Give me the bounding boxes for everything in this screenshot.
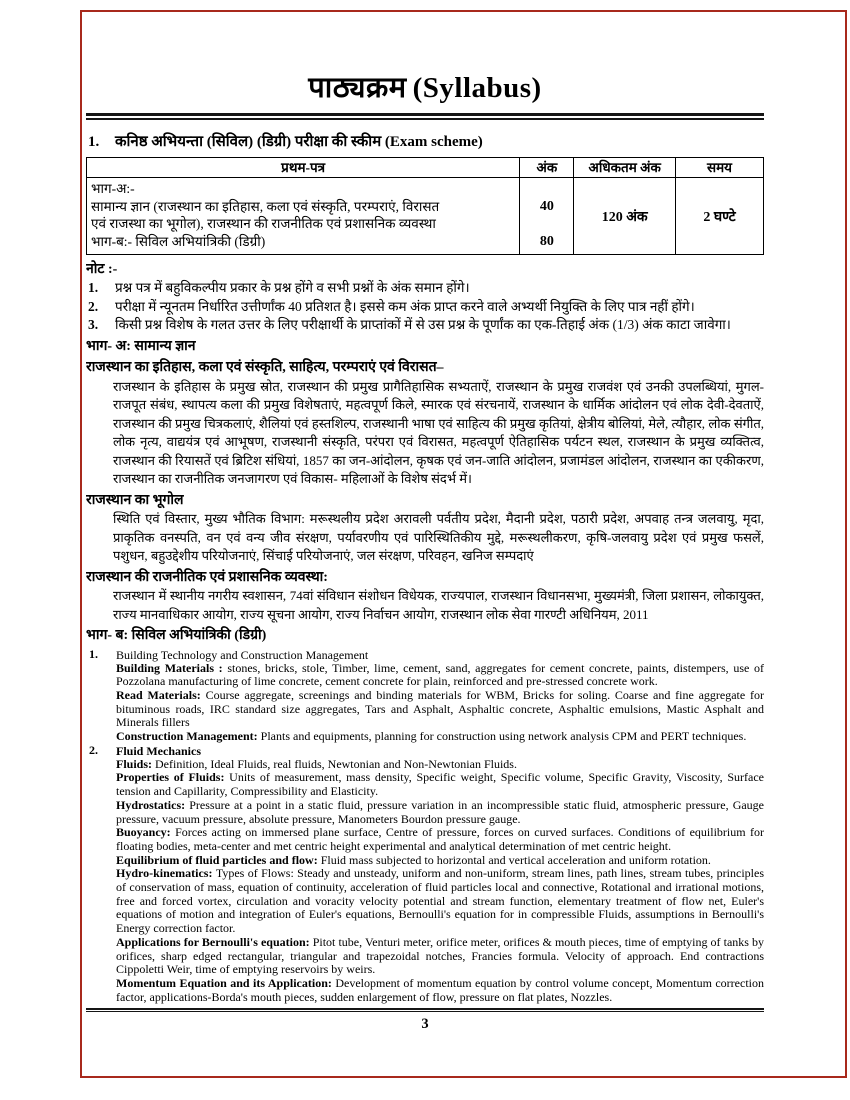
title-divider xyxy=(86,113,764,120)
syllabus-topic-lead: Applications for Bernoulli's equation: xyxy=(116,934,313,949)
syllabus-item-title: Fluid Mechanics xyxy=(116,743,202,758)
section-body-polity: राजस्थान में स्थानीय नगरीय स्वशासन, 74वां संविधान संशोधन विधेयक, राज्यपाल, राजस्थान विधानसभा, मुख्यमंत्री, जिला प्रशासन, लोकायुक्त, राज्य मानवाधिकार आयोग, राज्य सूचना आयोग, राज्य निर्वाचन आयोग, राजस्थान लोक सेवा गारण्टी अधिनियम, 2011 xyxy=(113,588,764,622)
part-a-heading: भाग- अ: सामान्य ज्ञान xyxy=(86,338,196,354)
syllabus-topic-lead: Read Materials: xyxy=(116,687,206,702)
section-body-history: राजस्थान के इतिहास के प्रमुख स्रोत, राजस्थान की प्रमुख प्रागैतिहासिक सभ्यताऐं, राजस्थान के प्रमुख राजवंश एवं उनकी उपलब्धियां, मुगल-राजपूत संबंध, स्थापत्य कला की प्रमुख विशेषताएं, महत्वपूर्ण किले, स्मारक एवं संरचनायें, राजस्थान के धार्मिक आंदोलन एवं लोक देवी-देवताऐं, राजस्थान की प्रमुख चित्रकलाएं, शैलियां एवं हस्तशिल्प, राजस्थानी भाषा एवं साहित्य की प्रमुख कृतियां, क्षेत्रीय बोलियां, मेले, त्यौहार, लोक संगीत, लोक नृत्य, वाद्ययंत्र एवं आभूषण, राजस्थानी संस्कृति, परंपरा एवं विरासत, महत्वपूर्ण ऐतिहासिक पर्यटन स्थल, राजस्थान के प्रमुख व्यक्तित्व, राजस्थान की रियासतें एवं ब्रिटिश संधियां, 1857 का जन-आंदोलन, कृषक एवं जन-जाति आंदोलन, प्रजामंडल आंदोलन, राजस्थान का एकीकरण, राजस्थान का राजनीतिक जनजागरण एवं विकास- महिलाओं के विशेष संदर्भ में। xyxy=(113,378,764,486)
paper-cell xyxy=(87,178,520,255)
syllabus-topic: Momentum Equation and its Application: Development of momentum equation by control volume concept, Momentum correction factor, applications-Borda's mouth pieces, sudden enlargement of flow, pressure on flat plates, Nozzles. xyxy=(116,975,764,1004)
note-item xyxy=(86,298,764,317)
syllabus-topic: Properties of Fluids: Units of measurement, mass density, Specific weight, Specific volume, Specific Gravity, Viscosity, Surface tension and Capillarity, Compressibility and Elasticity. xyxy=(116,770,764,799)
syllabus-topic: Fluids: Definition, Ideal Fluids, real fluids, Newtonian and Non-Newtonian Fluids. xyxy=(116,756,517,771)
page-number: 3 xyxy=(421,1016,429,1032)
part-b-heading: भाग- ब: सिविल अभियांत्रिकी (डिग्री) xyxy=(86,628,267,643)
note-number: 1. xyxy=(88,280,99,295)
page-title-hindi: पाठ्यक्रम xyxy=(308,72,407,104)
column-header-marks: अंक xyxy=(520,158,574,178)
paper-line: भाग-अ:- xyxy=(91,181,135,196)
exam-scheme-table xyxy=(86,157,764,255)
table-row xyxy=(87,178,764,255)
syllabus-topic-lead: Fluids: xyxy=(116,756,156,771)
syllabus-item-body xyxy=(116,648,764,744)
note-item xyxy=(86,279,764,298)
table-header-row xyxy=(87,158,764,178)
note-number: 3. xyxy=(88,317,99,332)
marks-part-b: 80 xyxy=(539,233,554,249)
syllabus-item xyxy=(86,648,764,744)
syllabus-topic: Hydrostatics: Pressure at a point in a static fluid, pressure variation in an incompressible static fluid, atmospheric pressure, Gauge pressure, vacuum pressure, absolute pressure, Manometers Bourdon pressure gauge. xyxy=(116,797,764,826)
column-header-time: समय xyxy=(675,158,763,178)
syllabus-topic-lead: Equilibrium of fluid particles and flow: xyxy=(116,852,321,867)
syllabus-item xyxy=(86,744,764,1004)
exam-scheme-number: 1. xyxy=(88,134,100,150)
column-header-max-marks: अधिकतम अंक xyxy=(574,158,676,178)
syllabus-topic: Buoyancy: Forces acting on immersed plane surface, Centre of pressure, forces on curved surfaces. Conditions of equilibrium for floating bodies, meta-center and met centric height experimental and analytical determination of met centric height. xyxy=(116,825,764,853)
syllabus-topic-lead: Hydrostatics: xyxy=(116,797,190,812)
page-title-english: (Syllabus) xyxy=(412,72,542,104)
footer-divider xyxy=(86,1008,764,1012)
syllabus-item-number: 2. xyxy=(89,742,98,757)
syllabus-topic-lead: Buoyancy: xyxy=(116,825,176,840)
marks-cell xyxy=(520,178,574,255)
syllabus-topic-lead: Building Materials : xyxy=(116,660,228,675)
syllabus-topic: Equilibrium of fluid particles and flow: Fluid mass subjected to horizontal and vertical acceleration and uniform rotation. xyxy=(116,852,711,867)
syllabus-item-number: 1. xyxy=(89,646,98,661)
note-item xyxy=(86,316,764,335)
syllabus-topic: Construction Management: Plants and equipments, planning for construction using network analysis CPM and PERT techniques. xyxy=(116,729,747,744)
syllabus-item-title: Building Technology and Construction Management xyxy=(116,647,369,662)
exam-scheme-heading xyxy=(86,133,764,152)
syllabus-topic: Building Materials : stones, bricks, stole, Timber, lime, cement, sand, aggregates for cement concrete, paints, distempers, use of Pozzolana manufacturing of lime concrete, cement concrete for plain, reinforced and pre-stressed concrete work. xyxy=(116,660,764,689)
exam-scheme-title: कनिष्ठ अभियन्ता (सिविल) (डिग्री) परीक्षा की स्कीम (Exam scheme) xyxy=(115,134,483,150)
civil-syllabus-list xyxy=(86,648,764,1005)
time-cell: 2 घण्टे xyxy=(675,178,763,255)
note-text: प्रश्न पत्र में बहुविकल्पीय प्रकार के प्रश्न होंगे व सभी प्रश्नों के अंक समान होंगे। xyxy=(115,280,470,295)
syllabus-topic: Hydro-kinematics: Types of Flows: Steady and unsteady, uniform and non-uniform, stream lines, path lines, stream tubes, principles of conservation of mass, equation of continuity, acceleration of fluid particles local and connective, Rotational and irrational motions, free and forced vortex, circulation and voracity velocity potential and stream function, elementary treatment of flow net, Euler's equations of motion and integration of Euler's equations, Bernoulli's equation for in compressible Fluids, assumptions in Bernoulli's Energy correction factor. xyxy=(116,866,764,936)
syllabus-topic: Applications for Bernoulli's equation: Pitot tube, Venturi meter, orifice meter, orifices & mouth pieces, time of emptying of tanks by orifices, sharp edged rectangular, triangular and trapezoidal notches, Francies formula. Velocity of approach. End contractions Cippoletti Weir, time of emptying reservoirs by weirs. xyxy=(116,934,764,977)
note-number: 2. xyxy=(88,298,99,314)
syllabus-topic-lead: Construction Management: xyxy=(116,729,261,744)
syllabus-topic-lead: Hydro-kinematics: xyxy=(116,866,216,881)
column-header-paper: प्रथम-पत्र xyxy=(87,158,520,178)
paper-line: भाग-ब:- सिविल अभियांत्रिकी (डिग्री) xyxy=(91,233,266,249)
section-body-geography: स्थिति एवं विस्तार, मुख्य भौतिक विभाग: मरूस्थलीय प्रदेश अरावली पर्वतीय प्रदेश, मैदानी प्रदेश, पठारी प्रदेश, अपवाह तन्त्र जलवायु, मृदा, प्राकृतिक वनस्पति, वन एवं वन्य जीव संरक्षण, पर्यावरणीय एवं पारिस्थितिकीय मुद्दे, मरूस्थलीकरण, कृषि-जलवायु प्रदेश एवं प्रमुख फसलें, पशुधन, बहुउद्देशीय परियोजनाएं, सिंचाई परियोजनाएं, जल संरक्षण, परिवहन, खनिज सम्पदाएं xyxy=(113,511,764,563)
marks-part-a: 40 xyxy=(539,199,554,214)
syllabus-page xyxy=(86,0,764,1004)
section-heading-history: राजस्थान का इतिहास, कला एवं संस्कृति, साहित्य, परम्पराएं एवं विरासत– xyxy=(86,360,444,375)
note-text: किसी प्रश्न विशेष के गलत उत्तर के लिए परीक्षार्थी के प्राप्तांकों में से उस प्रश्न के पूर्णांक का एक-तिहाई अंक (1/3) अंक काटा जावेगा। xyxy=(115,317,731,332)
syllabus-item-body xyxy=(116,744,764,1004)
max-marks-cell: 120 अंक xyxy=(574,178,676,255)
notes-label: नोट :- xyxy=(86,262,118,277)
syllabus-topic-lead: Momentum Equation and its Application: xyxy=(116,975,336,990)
paper-line: एवं राजस्था का भूगोल), राजस्थान की राजनीतिक एवं प्रशासनिक व्यवस्था xyxy=(91,216,436,231)
syllabus-topic: Read Materials: Course aggregate, screenings and binding materials for WBM, Bricks for soling. Coarse and fine aggregate for bituminous roads, IRC standard size aggregates, Tars and Asphalt, Asphaltic concrete, Asphaltic emulsions, Mastic Asphalt and Minerals fillers xyxy=(116,687,764,730)
syllabus-topic-lead xyxy=(116,1003,229,1004)
section-heading-geography: राजस्थान का भूगोल xyxy=(86,492,184,508)
section-heading-polity: राजस्थान की राजनीतिक एवं प्रशासनिक व्यवस्था: xyxy=(86,569,328,585)
page-title xyxy=(86,70,764,106)
note-text: परीक्षा में न्यूनतम निर्धारित उत्तीर्णांक 40 प्रतिशत है। इससे कम अंक प्राप्त करने वाले अभ्यर्थी नियुक्ति के लिए पात्र नहीं होंगे। xyxy=(115,298,695,314)
syllabus-topic-lead: Properties of Fluids: xyxy=(116,770,230,785)
paper-line: सामान्य ज्ञान (राजस्थान का इतिहास, कला एवं संस्कृति, परम्पराएं, विरासत xyxy=(91,198,440,214)
